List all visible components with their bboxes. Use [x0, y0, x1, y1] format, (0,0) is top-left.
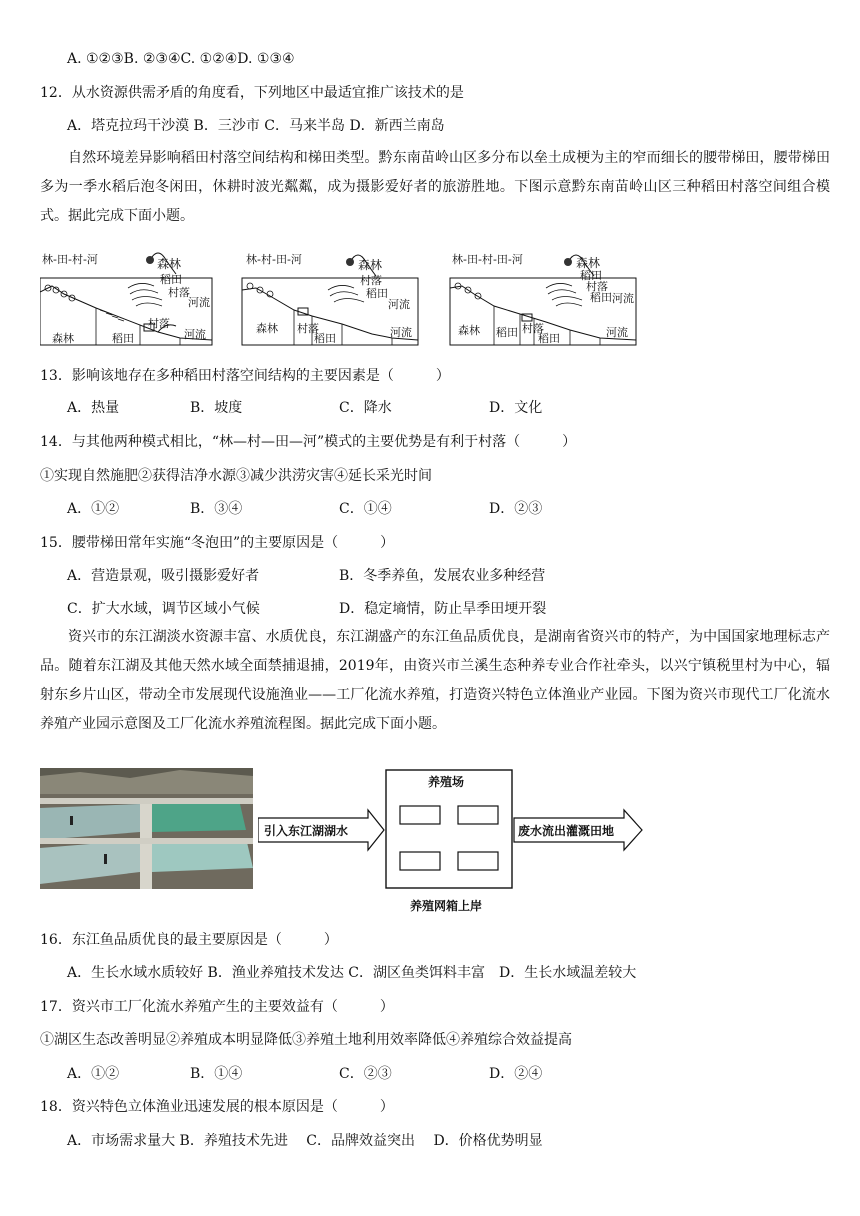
svg-text:森林: 森林: [358, 258, 383, 272]
q14-option-a: A．①②: [67, 501, 120, 517]
svg-text:河流: 河流: [390, 326, 412, 339]
svg-text:稻田: 稻田: [590, 291, 612, 304]
svg-text:村落: 村落: [148, 317, 170, 330]
net-cage-3: [400, 852, 440, 870]
svg-text:稻田: 稻田: [538, 332, 560, 345]
q14-statements: ①实现自然施肥②获得洁净水源③减少洪涝灾害④延长采光时间: [40, 468, 432, 484]
q17-option-a: A．①②: [67, 1066, 120, 1082]
q17-option-b: B．①④: [190, 1066, 243, 1082]
svg-text:河流: 河流: [388, 298, 410, 311]
svg-text:引入东江湖湖水: 引入东江湖湖水: [264, 824, 349, 838]
passage-rice-terraces: 自然环境差异影响稻田村落空间结构和梯田类型。黔东南苗岭山区多分布以垒土成梗为主的窄而细长的腰带梯田，腰带梯田多为一季水稻后泡冬闲田，休耕时波光粼粼，成为摄影爱好者的旅游胜地。下图示意黔东南苗岭山区三种稻田村落空间组合模式。据此完成下面小题。: [40, 150, 830, 224]
svg-text:村落: 村落: [586, 280, 608, 293]
q17-option-d: D．②④: [489, 1066, 543, 1082]
panel-lin-tian-cun-tian-he: [450, 252, 636, 345]
svg-text:河流: 河流: [612, 292, 634, 305]
q12-stem: 12．从水资源供需矛盾的角度看，下列地区中最适宜推广该技术的是: [40, 85, 464, 101]
net-cage-4: [458, 852, 498, 870]
q13-option-b: B．坡度: [190, 400, 243, 416]
outflow-arrow: [514, 810, 642, 850]
fish-farm-photo: [40, 768, 253, 889]
svg-text:林-田-村-田-河: 林-田-村-田-河: [452, 253, 523, 266]
q18-options: A．市场需求量大 B．养殖技术先进 C．品牌效益突出 D．价格优势明显: [67, 1133, 543, 1149]
q15-stem: 15．腰带梯田常年实施“冬泡田”的主要原因是（ ）: [40, 535, 395, 551]
q13-option-a: A．热量: [67, 400, 120, 416]
svg-text:森林: 森林: [576, 256, 601, 270]
q15-option-d: D．稳定墒情，防止旱季田埂开裂: [339, 601, 547, 617]
svg-text:村落: 村落: [168, 286, 190, 299]
terrace-village-diagram: [40, 250, 640, 350]
q14-option-d: D．②③: [489, 501, 543, 517]
q12-options: A．塔克拉玛干沙漠 B．三沙市 C．马来半岛 D．新西兰南岛: [67, 118, 445, 134]
svg-text:稻田: 稻田: [496, 326, 518, 339]
q17-statements: ①湖区生态改善明显②养殖成本明显降低③养殖土地利用效率降低④养殖综合效益提高: [40, 1032, 572, 1048]
q14-option-c: C．①④: [339, 501, 392, 517]
svg-text:村落: 村落: [297, 322, 319, 335]
net-cage-2: [458, 806, 498, 824]
panel-lin-cun-tian-he: [242, 252, 418, 345]
q17-option-c: C．②③: [339, 1066, 392, 1082]
q11-options: A. ①②③B. ②③④C. ①②④D. ①③④: [67, 51, 295, 67]
farm-label: 养殖场: [428, 775, 465, 789]
svg-text:稻田: 稻田: [112, 332, 134, 345]
svg-text:村落: 村落: [522, 322, 544, 335]
q18-stem: 18．资兴特色立体渔业迅速发展的根本原因是（ ）: [40, 1099, 394, 1115]
passage-dongjiang-fish: 资兴市的东江湖淡水资源丰富、水质优良，东江湖盛产的东江鱼品质优良，是湖南省资兴市的特产，为中国国家地理标志产品。随着东江湖及其他天然水域全面禁捕退捕，2019年，由资兴市兰溪生态种养专业合作社牵头，以兴宁镇税里村为中心，辐射东乡片山区，带动全市发展现代设施渔业——工厂化流水养殖，打造资兴特色立体渔业产业园。下图为资兴市现代工厂化流水养殖产业园示意图及工厂化流水养殖流程图。据此完成下面小题。: [40, 629, 830, 732]
svg-text:废水流出灌溉田地: 废水流出灌溉田地: [518, 824, 615, 838]
q14-stem: 14．与其他两种模式相比，“林—村—田—河”模式的主要优势是有利于村落（ ）: [40, 434, 577, 450]
svg-text:稻田: 稻田: [160, 273, 182, 286]
svg-text:林-村-田-河: 林-村-田-河: [246, 253, 302, 266]
q13-option-d: D．文化: [489, 400, 543, 416]
q15-option-b: B．冬季养鱼，发展农业多种经营: [339, 568, 546, 584]
q15-option-a: A．营造景观，吸引摄影爱好者: [67, 568, 260, 584]
svg-text:稻田: 稻田: [314, 332, 336, 345]
q14-option-b: B．③④: [190, 501, 243, 517]
svg-text:森林: 森林: [52, 332, 74, 345]
svg-text:稻田: 稻田: [580, 269, 602, 282]
q16-stem: 16．东江鱼品质优良的最主要原因是（ ）: [40, 932, 338, 948]
q15-option-c: C．扩大水域，调节区域小气候: [67, 601, 260, 617]
svg-text:河流: 河流: [606, 326, 628, 339]
svg-text:村落: 村落: [360, 274, 382, 287]
svg-text:森林: 森林: [458, 324, 480, 337]
svg-text:河流: 河流: [188, 296, 210, 309]
q17-stem: 17．资兴市工厂化流水养殖产生的主要效益有（ ）: [40, 999, 394, 1015]
net-cage-1: [400, 806, 440, 824]
fish-farm-flow-diagram: [258, 768, 648, 918]
svg-text:稻田: 稻田: [366, 287, 388, 300]
panel-lin-tian-cun-he: [40, 252, 212, 345]
inflow-arrow: [258, 810, 384, 850]
svg-text:森林: 森林: [256, 322, 278, 335]
q13-option-c: C．降水: [339, 400, 392, 416]
q13-stem: 13．影响该地存在多种稻田村落空间结构的主要因素是（ ）: [40, 368, 450, 384]
figure2-caption: 养殖网箱上岸: [410, 899, 483, 913]
svg-text:林-田-村-河: 林-田-村-河: [42, 253, 98, 266]
q16-options: A．生长水域水质较好 B．渔业养殖技术发达 C．湖区鱼类饵料丰富 D．生长水域温差较大: [67, 965, 637, 981]
svg-text:森林: 森林: [157, 257, 182, 271]
svg-text:河流: 河流: [184, 328, 206, 341]
